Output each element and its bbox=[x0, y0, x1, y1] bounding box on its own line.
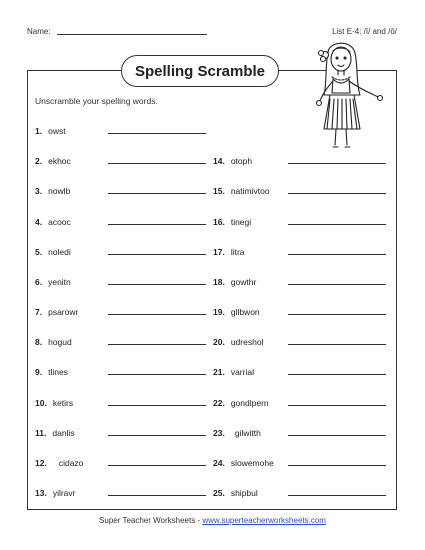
item-number: 17. bbox=[213, 247, 225, 257]
answer-line[interactable] bbox=[108, 133, 206, 134]
scrambled-word: nowlb bbox=[48, 186, 71, 196]
scrambled-word: udreshol bbox=[230, 337, 264, 347]
list-item bbox=[35, 246, 71, 258]
answer-line[interactable] bbox=[108, 254, 206, 255]
instructions: Unscramble your spelling words. bbox=[35, 96, 158, 106]
list-item bbox=[35, 185, 70, 197]
worksheet-title: Spelling Scramble bbox=[121, 55, 279, 87]
answer-line[interactable] bbox=[288, 193, 386, 194]
list-item bbox=[35, 487, 76, 499]
item-number: 25. bbox=[213, 488, 225, 498]
scrambled-word: danlis bbox=[52, 428, 75, 438]
answer-line[interactable] bbox=[288, 254, 386, 255]
list-item bbox=[213, 427, 261, 439]
item-number: 9. bbox=[35, 367, 43, 377]
list-item bbox=[213, 457, 274, 469]
list-item bbox=[213, 155, 252, 167]
scrambled-word: gondlpern bbox=[230, 398, 269, 408]
item-number: 8. bbox=[35, 337, 43, 347]
scrambled-word: ekhoc bbox=[48, 156, 71, 166]
item-number: 24. bbox=[213, 458, 225, 468]
answer-line[interactable] bbox=[108, 374, 206, 375]
answer-line[interactable] bbox=[288, 344, 386, 345]
item-number: 18. bbox=[213, 277, 225, 287]
list-item bbox=[35, 457, 83, 469]
scrambled-word: yenitn bbox=[48, 277, 71, 287]
list-item bbox=[35, 216, 71, 228]
answer-line[interactable] bbox=[288, 163, 386, 164]
answer-line[interactable] bbox=[288, 465, 386, 466]
answer-line[interactable] bbox=[288, 374, 386, 375]
name-field bbox=[27, 27, 207, 36]
answer-line[interactable] bbox=[108, 193, 206, 194]
scrambled-word: gilwitth bbox=[234, 428, 261, 438]
list-item bbox=[213, 336, 263, 348]
answer-line[interactable] bbox=[288, 314, 386, 315]
answer-line[interactable] bbox=[108, 284, 206, 285]
answer-line[interactable] bbox=[288, 405, 386, 406]
scrambled-word: litra bbox=[230, 247, 245, 257]
answer-line[interactable] bbox=[108, 314, 206, 315]
footer-link[interactable]: www.superteacherworksheets.com bbox=[202, 516, 326, 525]
item-number: 3. bbox=[35, 186, 43, 196]
scrambled-word: slowemohe bbox=[230, 458, 274, 468]
scrambled-word: gowthr bbox=[230, 277, 257, 287]
name-line[interactable] bbox=[57, 27, 207, 35]
scrambled-word: natimivtoo bbox=[230, 186, 270, 196]
answer-line[interactable] bbox=[108, 224, 206, 225]
item-number: 16. bbox=[213, 217, 225, 227]
item-number: 14. bbox=[213, 156, 225, 166]
item-number: 7. bbox=[35, 307, 43, 317]
item-number: 2. bbox=[35, 156, 43, 166]
item-number: 10. bbox=[35, 398, 47, 408]
list-item bbox=[213, 216, 251, 228]
name-label: Name: bbox=[27, 27, 51, 36]
footer bbox=[0, 516, 425, 525]
item-number: 23. bbox=[213, 428, 225, 438]
list-item bbox=[35, 276, 71, 288]
scrambled-word: shipbul bbox=[230, 488, 258, 498]
item-number: 13. bbox=[35, 488, 47, 498]
answer-line[interactable] bbox=[108, 163, 206, 164]
answer-line[interactable] bbox=[108, 344, 206, 345]
list-item bbox=[213, 397, 269, 409]
item-number: 22. bbox=[213, 398, 225, 408]
list-label: List E-4: /ī/ and /ō/ bbox=[332, 27, 397, 36]
list-item bbox=[35, 306, 78, 318]
scrambled-word: otoph bbox=[230, 156, 253, 166]
scrambled-word: owst bbox=[48, 126, 66, 136]
scrambled-word: acooc bbox=[48, 217, 71, 227]
answer-line[interactable] bbox=[108, 405, 206, 406]
list-item bbox=[213, 276, 256, 288]
item-number: 4. bbox=[35, 217, 43, 227]
scrambled-word: tlines bbox=[48, 367, 68, 377]
answer-line[interactable] bbox=[108, 495, 206, 496]
answer-line[interactable] bbox=[288, 284, 386, 285]
scrambled-word: ketirs bbox=[52, 398, 74, 408]
item-number: 6. bbox=[35, 277, 43, 287]
item-number: 15. bbox=[213, 186, 225, 196]
answer-line[interactable] bbox=[108, 435, 206, 436]
scrambled-word: gllbwon bbox=[230, 307, 260, 317]
scrambled-word: psarowr bbox=[48, 307, 79, 317]
list-item bbox=[213, 246, 245, 258]
list-item bbox=[35, 155, 71, 167]
item-number: 5. bbox=[35, 247, 43, 257]
scrambled-word: cidazo bbox=[58, 458, 84, 468]
scrambled-word: noledi bbox=[48, 247, 71, 257]
answer-line[interactable] bbox=[108, 465, 206, 466]
scrambled-word: yilravr bbox=[52, 488, 76, 498]
list-item bbox=[35, 366, 68, 378]
list-item bbox=[35, 336, 72, 348]
answer-line[interactable] bbox=[288, 495, 386, 496]
item-number: 1. bbox=[35, 126, 43, 136]
item-number: 12. bbox=[35, 458, 47, 468]
scrambled-word: varrial bbox=[230, 367, 254, 377]
footer-text: Super Teacher Worksheets - bbox=[99, 516, 203, 525]
scrambled-word: hogud bbox=[48, 337, 72, 347]
list-item bbox=[213, 306, 260, 318]
scrambled-word: tinegi bbox=[230, 217, 252, 227]
list-item bbox=[35, 397, 73, 409]
list-item bbox=[35, 427, 75, 439]
list-item bbox=[35, 125, 66, 137]
item-number: 20. bbox=[213, 337, 225, 347]
girl-illustration-icon bbox=[300, 35, 395, 155]
list-item bbox=[213, 366, 254, 378]
item-number: 21. bbox=[213, 367, 225, 377]
item-number: 11. bbox=[35, 428, 47, 438]
list-item bbox=[213, 487, 258, 499]
item-number: 19. bbox=[213, 307, 225, 317]
list-item bbox=[213, 185, 270, 197]
answer-line[interactable] bbox=[288, 435, 386, 436]
answer-line[interactable] bbox=[288, 224, 386, 225]
